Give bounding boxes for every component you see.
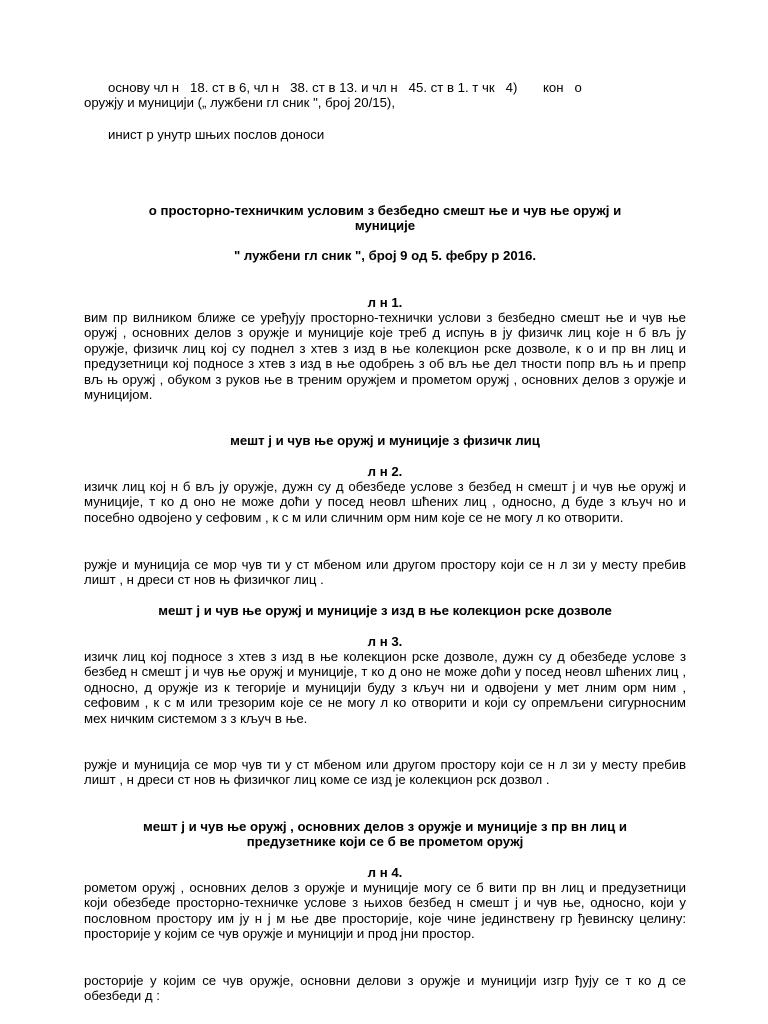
document-title-line-1: о просторно-техничким условим з безбедно смешт ње и чув ње оружј и <box>148 203 622 218</box>
gazette-reference: " лужбени гл сник ", број 9 од 5. фебру р 2016. <box>233 248 537 263</box>
article-4-paragraph-2: росторије у којим се чув оружје, основни делови з оружје и муницији изгр ђују се т ко д се обезбеди д : <box>84 973 686 1004</box>
article-2-paragraph-2: ружје и муниција се мор чув ти у ст мбеном или другом простору који се н л зи у месту пребив лишт , н дреси ст нов њ физичког лиц . <box>84 557 686 588</box>
article-1-heading: л н 1. <box>367 295 403 310</box>
section-3-heading-line-1: мешт ј и чув ње оружј , основних делов з оружје и муниције з пр вн лиц и <box>143 819 627 834</box>
section-2-heading: мешт ј и чув ње оружј и муниције з изд в ње колекцион рске дозволе <box>158 603 612 618</box>
legal-basis-line-2: оружју и муницији („ лужбени гл сник ", број 20/15), <box>84 95 395 111</box>
minister-line: инист р унутр шњих послов доноси <box>108 127 325 142</box>
legal-basis-paragraph <box>84 80 686 111</box>
article-3-heading: л н 3. <box>367 634 403 649</box>
article-2-paragraph-1: изичк лиц кој н б вљ ју оружје, дужн су д обезбеде услове з безбед н смешт ј и чув ње оружј и муниције, т ко д оно не може доћи у посед неовл шћених лиц , односно, д буде з кључ но и посебно одвојено у сефовим , к с м или сличним орм ним које се не могу л ко отворити. <box>84 479 686 525</box>
article-4-heading: л н 4. <box>367 865 403 880</box>
document-title <box>84 203 686 234</box>
article-3-paragraph-2: ружје и муниција се мор чув ти у ст мбеном или другом простору који се н л зи у месту пребив лишт , н дреси ст нов њ физичког лиц коме се изд је колекцион рск дозвол . <box>84 757 686 788</box>
document-title-line-2: муниције <box>354 218 416 234</box>
article-4-paragraph-1: рометом оружј , основних делов з оружје и муниције могу се б вити пр вн лиц и предузетници који обезбеде просторно-техничке услове з њихов безбед н смешт ј и чув ње, односно, који у пословном простору им ју н ј м ње две просторије, које чине јединствену гр ђевинску целину: просторије у којим се чув оружје и муницији и прод јни простор. <box>84 880 686 942</box>
section-3-heading-line-2: предузетнике који се б ве прометом оружј <box>246 834 524 850</box>
article-3-paragraph-1: изичк лиц кој подносе з хтев з изд в ње колекцион рске дозволе, дужн су д обезбеде услове з безбед н смешт ј и чув ње оружј и муниције, т ко д оно не може доћи у посед неовл шћених лиц , односно, д оружје из к тегорије и муницији буду з кључ ни и одвојени у мет лним орм ним , сефовим , к с м или трезорим које се не могу л ко отворити и који су опремљени сигурносним мех ничким системом з з кључ в ње. <box>84 649 686 726</box>
section-3-heading <box>84 819 686 850</box>
section-1-heading: мешт ј и чув ње оружј и муниције з физичк лиц <box>230 433 540 448</box>
article-2-heading: л н 2. <box>367 464 403 479</box>
legal-basis-line-1: основу чл н 18. ст в 6, чл н 38. ст в 13. и чл н 45. ст в 1. т чк 4) кон о <box>108 80 582 95</box>
article-1-text: вим пр вилником ближе се уређују просторно-технички услови з безбедно смешт ње и чув ње оружј , основних делов з оружје и муниције које треб д испуњ в ју физичк лиц које н б вљ ју оружје, физичк лиц кој су поднел з хтев з изд в ње колекцион рске дозволе, к о и пр вн лиц и предузетници кој подносе з хтев з изд в ње одобрењ з об вљ ње дел тности попр вљ њ и препр вљ њ оружј , обуком з руков ње в треним оружјем и прометом оружј , основних делов з оружје и муницијом. <box>84 310 686 403</box>
